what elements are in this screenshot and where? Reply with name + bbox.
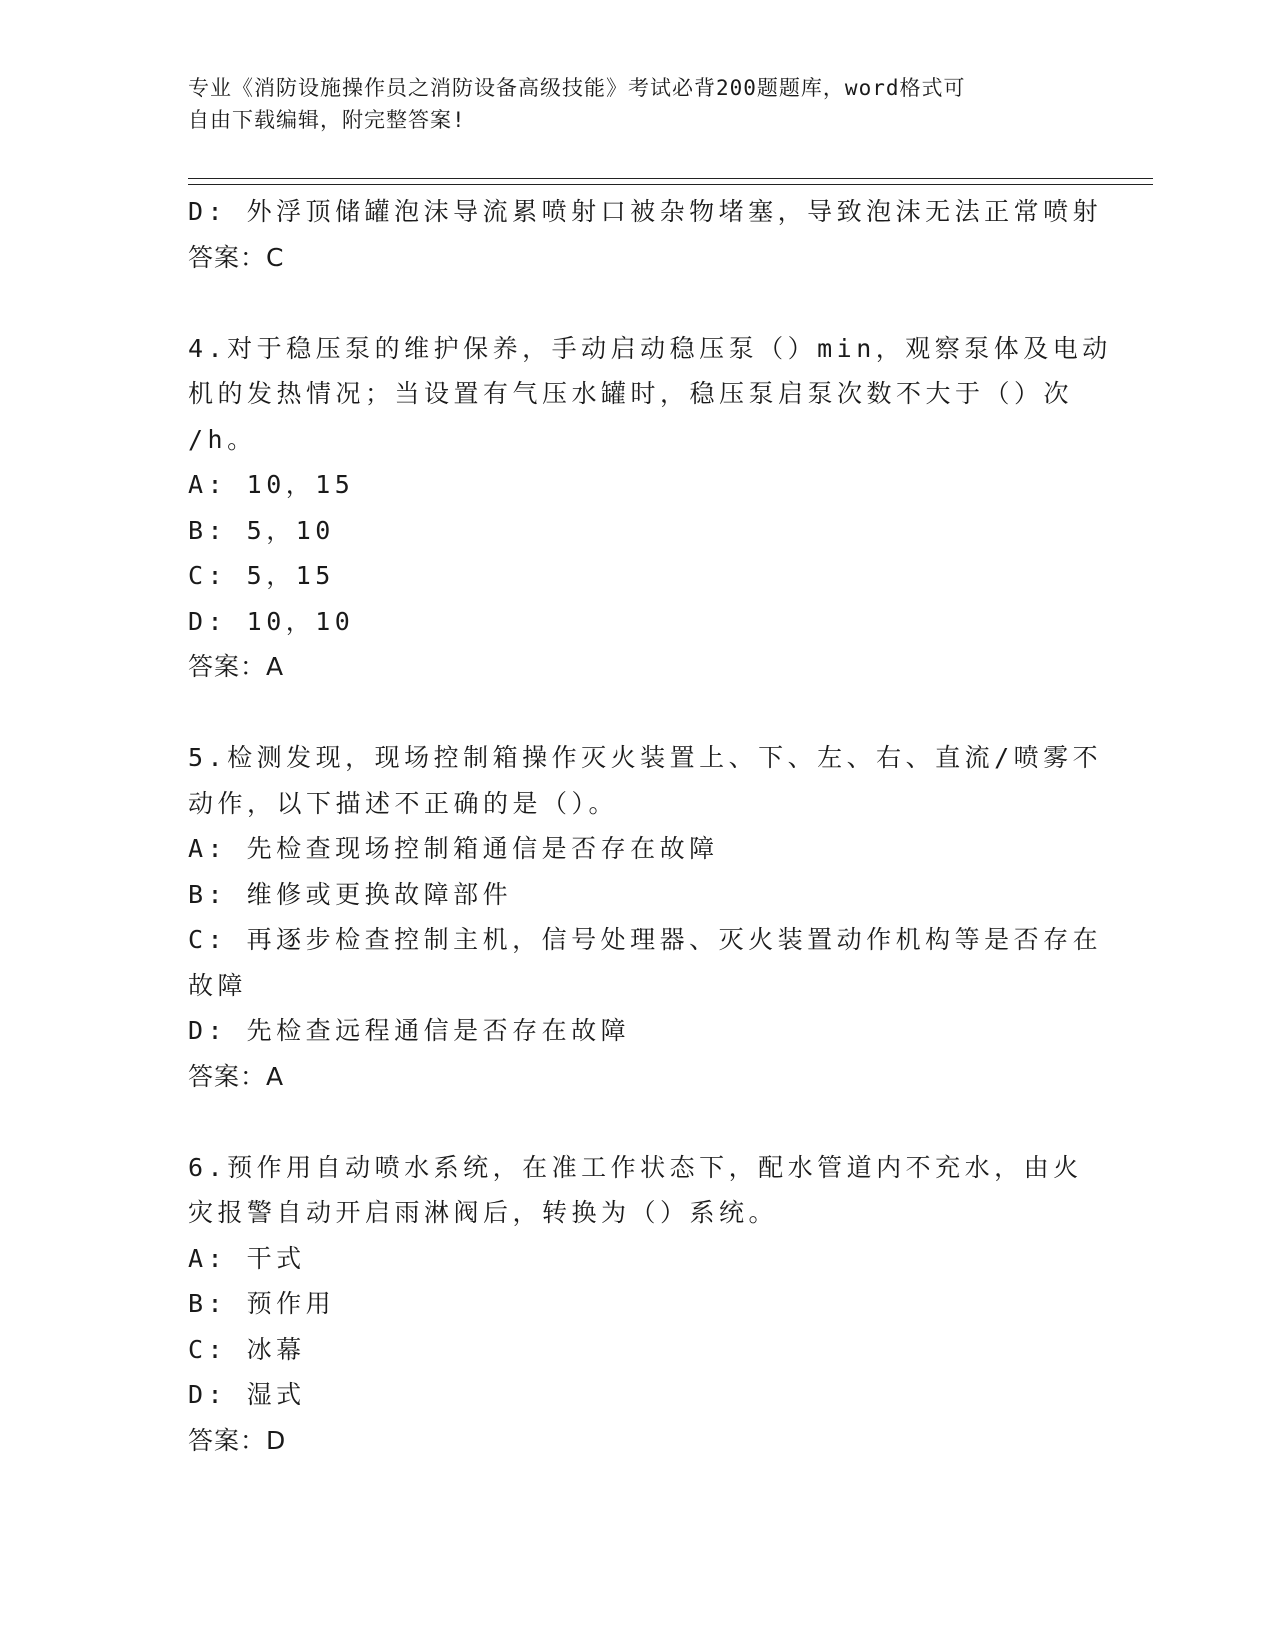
question-6-option-c: C: 冰幕 xyxy=(188,1334,306,1364)
question-6-stem-line-2: 灾报警自动开启雨淋阀后，转换为（）系统。 xyxy=(188,1198,779,1227)
question-body xyxy=(188,189,1112,1463)
prev-option-d: D: 外浮顶储罐泡沫导流累喷射口被杂物堵塞，导致泡沫无法正常喷射 xyxy=(188,197,1103,226)
question-6-option-a: A: 干式 xyxy=(188,1243,306,1273)
header-divider-bottom xyxy=(188,184,1153,185)
question-4-option-b: B: 5，10 xyxy=(188,515,335,545)
question-6-option-d: D: 湿式 xyxy=(188,1380,306,1409)
question-5-option-a: A: 先检查现场控制箱通信是否存在故障 xyxy=(188,834,719,863)
question-5-stem-line-2: 动作，以下描述不正确的是（）。 xyxy=(188,788,619,818)
question-5-option-c-line-2: 故障 xyxy=(188,970,248,1000)
spacer xyxy=(188,1099,1088,1145)
question-4-stem-line-1: 4.对于稳压泵的维护保养，手动启动稳压泵（）min，观察泵体及电动 xyxy=(188,333,1112,363)
question-6-stem-line-1: 6.预作用自动喷水系统，在准工作状态下，配水管道内不充水，由火 xyxy=(188,1152,1083,1182)
question-5-option-c-line-1: C: 再逐步检查控制主机，信号处理器、灭火装置动作机构等是否存在 xyxy=(188,925,1103,954)
question-4-stem-line-2: 机的发热情况；当设置有气压水罐时，稳压泵启泵次数不大于（）次 xyxy=(188,379,1074,408)
spacer xyxy=(188,690,1088,736)
prev-answer: 答案：C xyxy=(188,242,285,272)
document-header xyxy=(188,72,1068,136)
question-4-option-d: D: 10，10 xyxy=(188,606,355,636)
question-4-option-a: A: 10，15 xyxy=(188,470,355,499)
question-5-stem-line-1: 5.检测发现，现场控制箱操作灭火装置上、下、左、右、直流/喷雾不 xyxy=(188,743,1103,772)
question-5-option-d: D: 先检查远程通信是否存在故障 xyxy=(188,1016,631,1045)
question-4-stem-line-3: /h。 xyxy=(188,424,257,454)
header-title-line-1: 专业《消防设施操作员之消防设备高级技能》考试必背200题题库，word格式可 xyxy=(188,76,966,100)
question-5 xyxy=(188,735,1103,1099)
question-4-answer: 答案：A xyxy=(188,652,285,681)
question-5-option-b: B: 维修或更换故障部件 xyxy=(188,879,513,909)
question-6-answer: 答案：D xyxy=(188,1425,287,1455)
header-divider-top xyxy=(188,178,1153,179)
question-4 xyxy=(188,326,1112,690)
spacer xyxy=(188,280,1088,326)
header-title-line-2: 自由下载编辑，附完整答案! xyxy=(188,108,466,132)
question-6-option-b: B: 预作用 xyxy=(188,1289,336,1318)
question-4-option-c: C: 5，15 xyxy=(188,561,335,590)
question-6 xyxy=(188,1145,1088,1464)
question-5-answer: 答案：A xyxy=(188,1061,285,1091)
